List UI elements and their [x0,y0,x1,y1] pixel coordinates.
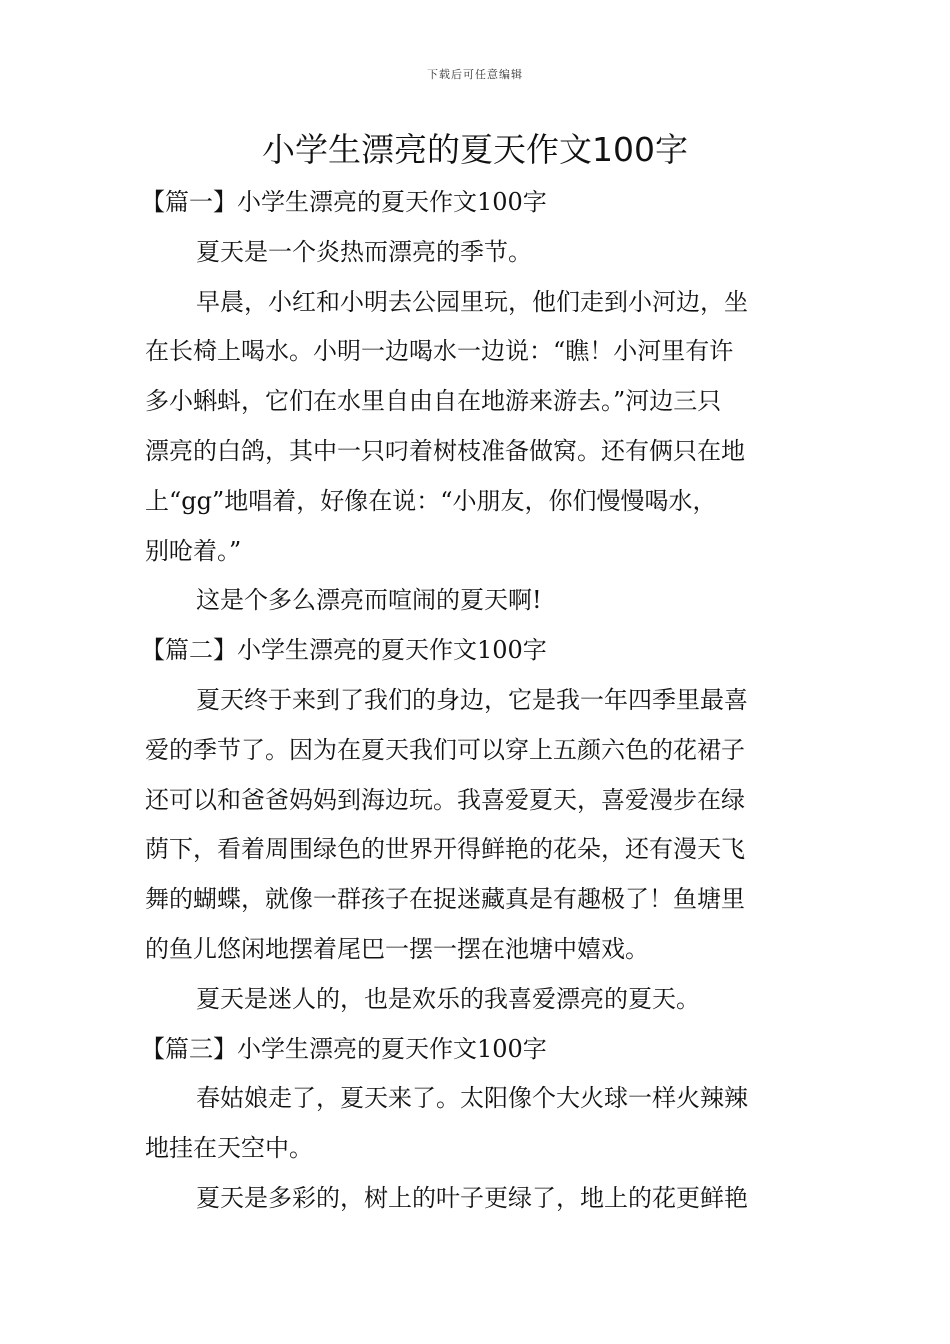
paragraph-line: 还可以和爸爸妈妈到海边玩。我喜爱夏天，喜爱漫步在绿 [145,785,745,814]
paragraph-line: 夏天是多彩的，树上的叶子更绿了，地上的花更鲜艳 [196,1183,748,1212]
paragraph-line: 荫下，看着周围绿色的世界开得鲜艳的花朵，还有漫天飞 [145,835,745,864]
paragraph-line: 的鱼儿悠闲地摆着尾巴一摆一摆在池塘中嬉戏。 [145,934,649,963]
section-heading-1: 【篇一】小学生漂亮的夏天作文100字 [141,188,547,216]
paragraph-line: 在长椅上喝水。小明一边喝水一边说：“瞧！小河里有许 [145,337,734,366]
paragraph-line: 这是个多么漂亮而喧闹的夏天啊! [196,586,542,615]
header-note: 下载后可任意编辑 [427,68,523,81]
paragraph-line: 春姑娘走了，夏天来了。太阳像个大火球一样火辣辣 [196,1084,748,1113]
section-heading-3: 【篇三】小学生漂亮的夏天作文100字 [141,1034,547,1063]
paragraph-line: 早晨，小红和小明去公园里玩，他们走到小河边，坐 [196,287,748,316]
document-title: 小学生漂亮的夏天作文100字 [262,130,688,169]
paragraph-line: 地挂在天空中。 [145,1134,313,1163]
paragraph-line: 多小蝌蚪，它们在水里自由自在地游来游去。”河边三只 [145,387,722,416]
document-body [141,178,807,1224]
paragraph-line: 上“gg”地唱着，好像在说：“小朋友，你们慢慢喝水， [145,486,717,515]
paragraph-line: 夏天终于来到了我们的身边，它是我一年四季里最喜 [196,685,748,714]
paragraph-line: 舞的蝴蝶，就像一群孩子在捉迷藏真是有趣极了！鱼塘里 [145,885,745,914]
paragraph-line: 夏天是迷人的，也是欢乐的我喜爱漂亮的夏天。 [196,984,700,1013]
paragraph-line: 夏天是一个炎热而漂亮的季节。 [196,237,532,266]
paragraph-line: 爱的季节了。因为在夏天我们可以穿上五颜六色的花裙子 [145,735,745,764]
section-heading-2: 【篇二】小学生漂亮的夏天作文100字 [141,636,547,665]
paragraph-line: 别呛着。” [145,536,242,565]
paragraph-line: 漂亮的白鸽，其中一只叼着树枝准备做窝。还有俩只在地 [145,436,745,465]
